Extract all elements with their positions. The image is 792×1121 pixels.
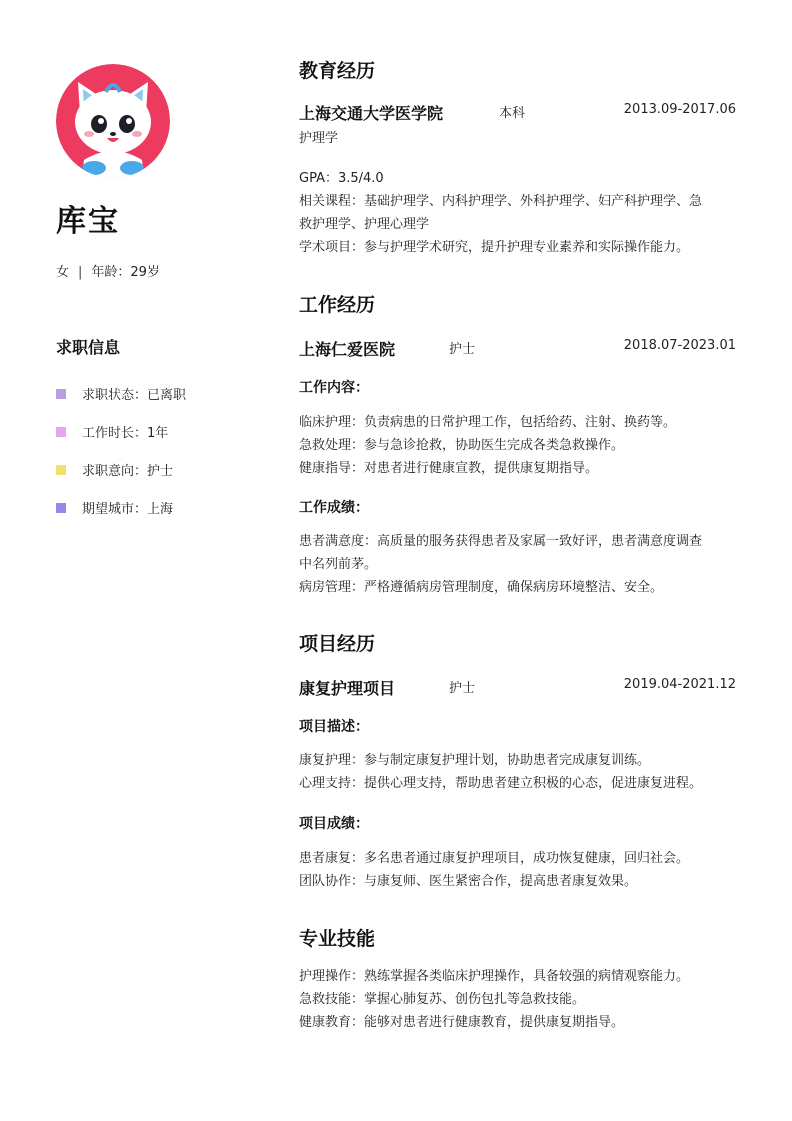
bullet-square-icon	[56, 389, 66, 399]
job-info-label: 工作时长：1年	[82, 426, 169, 441]
skills-title: 专业技能	[299, 928, 376, 950]
job-info-item	[56, 384, 186, 422]
work-achieve-line: 中名列前茅。	[299, 557, 378, 572]
gpa: GPA：3.5/4.0	[299, 171, 384, 186]
work-content-line: 临床护理：负责病患的日常护理工作，包括给药、注射、换药等。	[299, 415, 677, 430]
education-header	[299, 101, 736, 123]
avatar	[56, 64, 170, 178]
project-achieve-title: 项目成绩：	[299, 816, 369, 832]
work-achieve-title: 工作成绩：	[299, 500, 369, 516]
courses-cont: 救护理学、护理心理学	[299, 217, 430, 232]
separator: |	[78, 265, 83, 280]
skill-line: 急救技能：掌握心肺复苏、创伤包扎等急救技能。	[299, 992, 586, 1007]
project-desc-line: 康复护理：参与制定康复护理计划，协助患者完成康复训练。	[299, 753, 651, 768]
job-info-item	[56, 460, 186, 498]
work-achieve-line: 病房管理：严格遵循病房管理制度，确保病房环境整洁、安全。	[299, 580, 664, 595]
job-info-title: 求职信息	[56, 338, 121, 357]
gender: 女	[56, 265, 70, 280]
project-desc-line: 心理支持：提供心理支持，帮助患者建立积极的心态，促进康复进程。	[299, 776, 703, 791]
bullet-square-icon	[56, 427, 66, 437]
bullet-square-icon	[56, 503, 66, 513]
job-info-item	[56, 422, 186, 460]
age: 年龄：29岁	[91, 265, 160, 280]
basic-info	[56, 261, 160, 280]
project-achieve-line: 团队协作：与康复师、医生紧密合作，提高患者康复效果。	[299, 874, 638, 889]
education-date: 2013.09-2017.06	[623, 102, 736, 117]
company-name: 上海仁爱医院	[299, 340, 396, 359]
work-achieve-line: 患者满意度：高质量的服务获得患者及家属一致好评，患者满意度调查	[299, 534, 703, 549]
job-info-list	[56, 384, 186, 536]
work-content-title: 工作内容：	[299, 380, 369, 396]
project-name: 康复护理项目	[299, 679, 396, 698]
job-info-label: 求职意向：护士	[82, 464, 174, 479]
courses: 相关课程：基础护理学、内科护理学、外科护理学、妇产科护理学、急	[299, 194, 703, 209]
projects-title: 项目经历	[299, 633, 376, 655]
work-content-line: 急救处理：参与急诊抢救，协助医生完成各类急救操作。	[299, 438, 625, 453]
education-title: 教育经历	[299, 60, 376, 82]
work-content-line: 健康指导：对患者进行健康宣教，提供康复期指导。	[299, 461, 599, 476]
project-header	[299, 676, 736, 698]
candidate-name: 库宝	[56, 204, 120, 239]
major: 护理学	[299, 131, 339, 146]
academic-project: 学术项目：参与护理学术研究，提升护理专业素养和实际操作能力。	[299, 240, 690, 255]
school-name: 上海交通大学医学院	[299, 104, 444, 123]
work-header	[299, 337, 736, 359]
sidebar	[0, 0, 270, 1121]
cat-mascot-icon	[56, 64, 170, 178]
project-desc-title: 项目描述：	[299, 719, 369, 735]
work-role: 护士	[449, 342, 476, 357]
job-info-label: 求职状态：已离职	[82, 388, 187, 403]
work-date: 2018.07-2023.01	[623, 338, 736, 353]
job-info-label: 期望城市：上海	[82, 502, 174, 517]
job-info-item	[56, 498, 186, 536]
bullet-square-icon	[56, 465, 66, 475]
work-title: 工作经历	[299, 294, 376, 316]
project-date: 2019.04-2021.12	[623, 677, 736, 692]
project-role: 护士	[449, 681, 476, 696]
degree: 本科	[499, 106, 526, 121]
project-achieve-line: 患者康复：多名患者通过康复护理项目，成功恢复健康，回归社会。	[299, 851, 690, 866]
skill-line: 健康教育：能够对患者进行健康教育，提供康复期指导。	[299, 1015, 625, 1030]
skill-line: 护理操作：熟练掌握各类临床护理操作，具备较强的病情观察能力。	[299, 969, 690, 984]
